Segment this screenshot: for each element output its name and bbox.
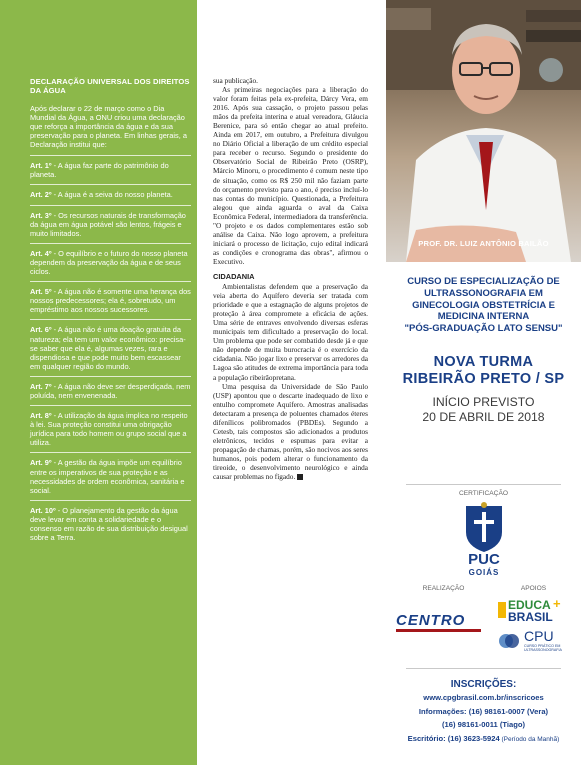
article-text: - A água não é uma doação gratuita da natureza; ela tem um valor econômico: precisa-se saber que ela é, algumas vezes, rara e dispendiosa e que pode muito bem escassear em qualquer região do mundo.	[30, 325, 186, 371]
advertisement	[386, 0, 581, 765]
declaration-article	[30, 243, 191, 281]
puc-text: PUC	[468, 551, 500, 568]
article-label: Art. 6º	[30, 325, 52, 335]
phone-office	[390, 732, 577, 746]
article-paragraph: Ambientalistas defendem que a preservação da veia aberta do Aquífero deveria ser tratada com prioridade e que a estagnação de alguns projetos de proteção à área compromete a eficácia de ações. Uma série de entraves envolvendo diversas esferas municipais tem dificultado a preservação do local. Um problema que pode ser combatido desde já e que não depende de muita burocracia é o exercício da cidadania. Não jogar lixo e preservar os arredores da Lagoa são atitudes de extrema importância para toda a população ribeirãopretana.	[213, 282, 368, 382]
article-label: Art. 1º	[30, 161, 52, 171]
article-text: - O equilíbrio e o futuro do nosso planeta dependem da preservação da água e de seus ciclos.	[30, 248, 188, 277]
declaration-article	[30, 281, 191, 319]
article-text: - A água é a seiva do nosso planeta.	[51, 190, 173, 200]
centro-text: CENTRO	[396, 612, 466, 629]
professor-illustration	[386, 0, 581, 262]
declaration-article	[30, 452, 191, 499]
brasil-text: BRASIL	[508, 610, 553, 624]
start-date	[390, 395, 577, 424]
educa-mark-icon	[498, 602, 506, 618]
phone-office-note: (Período da Manhã)	[499, 735, 560, 743]
article-paragraph: sua publicação.	[213, 76, 258, 85]
centro-logo	[396, 612, 484, 634]
registration-info	[390, 678, 577, 746]
course-line: CURSO DE ESPECIALIZAÇÃO DE	[407, 276, 560, 287]
end-mark-icon	[297, 474, 303, 480]
course-line: GINECOLOGIA OBSTETRÍCIA E	[412, 299, 555, 311]
headline-line: RIBEIRÃO PRETO / SP	[402, 371, 565, 388]
puc-goias-logo	[456, 502, 512, 580]
phone-info: Informações: (16) 98161-0007 (Vera)	[418, 706, 549, 716]
phone-info: (16) 98161-0011 (Tiago)	[441, 720, 525, 730]
declaration-article	[30, 155, 191, 184]
article-text: - A água não é somente uma herança dos nossos predecessores; ela é, sobretudo, um empréstimo aos nossos sucessores.	[30, 287, 191, 315]
article-text: - A água faz parte do patrimônio do planeta.	[30, 161, 169, 180]
article-label: Art. 7º	[30, 381, 52, 391]
declaration-intro: Após declarar o 22 de março como o Dia Mundial da Água, a ONU criou uma declaração que reforça a importância da água e da sua preservação para o planeta. Em linhas gerais, a Declaração institui que:	[30, 103, 187, 150]
course-line: MEDICINA INTERNA	[437, 311, 530, 323]
article-paragraph: As primeiras negociações para a liberação do valor foram feitas pela ex-prefeita, Dárcy Vera, em 2016. Após sua cassação, o projeto passou pelas mãos da prefeita interina e atual vereadora, Gláucia Berenice, para só então chegar ao atual prefeito. Ainda em 2017, em outubro, a Prefeitura divulgou no Diário Oficial a liberação de um crédito especial para receber o recurso. Segundo o presidente do Observatório Social de Ribeirão Preto (OSRP), Márcio Minoru, o procedimento é comum neste tipo de situação, como os R$ 250 mil não faziam parte do orçamento previsto para o ano, é preciso incluí-lo nas contas do município. Questionada, a Prefeitura alegou que ainda aguarda o aval da Caixa Econômica Federal, intermediadora da transferência. "O projeto e os dados complementares estão sob análise da Caixa. Não logo aprovem, a prefeitura iniciará o processo de licitação, cujo edital indicará as condições e cronograma das obras", afirmou o Executivo.	[213, 85, 368, 266]
article-paragraph-text: Uma pesquisa da Universidade de São Paulo (USP) apontou que o descarte inadequado de lixo e entulho compromete Aquífero. Amostras analisadas detectaram a presença de poluentes chamados éteres difenílicos polibromados (PBDEs). Segundo a Cetesb, tais compostos são adicionados a produtos eletrônicos, tecidos e espumas para evitar a propagação de chamas, porém, são nocivos aos seres humanos, pois podem alterar o funcionamento da tireoide, o desenvolvimento neurológico e ainda causar problemas no fígado.	[213, 381, 368, 482]
new-class-headline	[390, 354, 577, 388]
certification-label: CERTIFICAÇÃO	[459, 490, 508, 497]
registration-url[interactable]: www.cpgbrasil.com.br/inscricoes	[423, 693, 544, 703]
divider	[406, 484, 561, 485]
professor-name: PROF. DR. LUIZ ANTÔNIO BAILÃO	[418, 239, 549, 248]
declaration-article	[30, 319, 191, 375]
article-body	[213, 76, 368, 481]
article-label: Art. 9º	[30, 458, 52, 468]
divider	[406, 668, 561, 669]
article-text: - O planejamento da gestão da água deve levar em conta a solidariedade e o consenso em razão de sua distribuição desigual sobre a Terra.	[30, 505, 188, 543]
article-label: Art. 4º	[30, 248, 52, 258]
plus-icon: +	[553, 596, 561, 611]
declaration-box	[30, 65, 191, 745]
educa-brasil-logo	[498, 598, 568, 624]
article-label: Art. 3º	[30, 210, 52, 220]
declaration-article	[30, 184, 191, 204]
article-label: Art. 2º	[30, 190, 52, 200]
start-date-value: 20 DE ABRIL DE 2018	[422, 409, 545, 424]
course-title	[390, 276, 577, 335]
article-paragraph	[213, 382, 368, 482]
article-label: Art. 8º	[30, 411, 52, 421]
course-line: ULTRASSONOGRAFIA EM	[424, 287, 543, 299]
article-label: Art. 10º	[30, 505, 56, 515]
cpu-circles-icon	[498, 630, 520, 652]
cpu-logo	[498, 628, 573, 658]
declaration-article	[30, 205, 191, 243]
cpu-text: CPU	[524, 628, 554, 644]
article-label: Art. 5º	[30, 287, 52, 297]
article-text: - A utilização da água implica no respeito à lei. Sua proteção constitui uma obrigação jurídica para todo homem ou grupo social que a utiliza.	[30, 411, 188, 448]
goias-text: GOIÁS	[468, 568, 500, 577]
declaration-article	[30, 405, 191, 452]
educa-text: EDUCA	[508, 598, 551, 612]
cpu-subtitle: CURSO PRÁTICO EM ULTRASSONOGRAFIA	[524, 644, 562, 653]
section-heading: CIDADANIA	[213, 271, 255, 281]
article-text: - Os recursos naturais de transformação da água em água potável são lentos, frágeis e muito limitados.	[30, 210, 186, 238]
course-line: "PÓS-GRADUAÇÃO LATO SENSU"	[404, 323, 563, 335]
articles-list	[30, 155, 191, 547]
registration-title: INSCRIÇÕES:	[450, 679, 517, 690]
article-text: - A gestão da água impõe um equilíbrio entre os imperativos de sua proteção e as necessidades de ordem econômica, sanitária e social.	[30, 458, 185, 495]
declaration-article	[30, 500, 191, 547]
declaration-title: DECLARAÇÃO UNIVERSAL DOS DIREITOS DA ÁGUA	[30, 77, 190, 96]
article-text: - A água não deve ser desperdiçada, nem poluída, nem envenenada.	[30, 381, 191, 400]
declaration-article	[30, 376, 191, 405]
professor-photo	[386, 0, 581, 262]
supporters-label: APOIOS	[520, 585, 547, 592]
centro-underline	[396, 629, 481, 632]
start-label: INÍCIO PREVISTO	[432, 395, 535, 409]
phone-office-number: Escritório: (16) 3623-5924	[407, 733, 500, 743]
realization-label: REALIZAÇÃO	[422, 585, 465, 592]
headline-line: NOVA TURMA	[433, 354, 534, 370]
